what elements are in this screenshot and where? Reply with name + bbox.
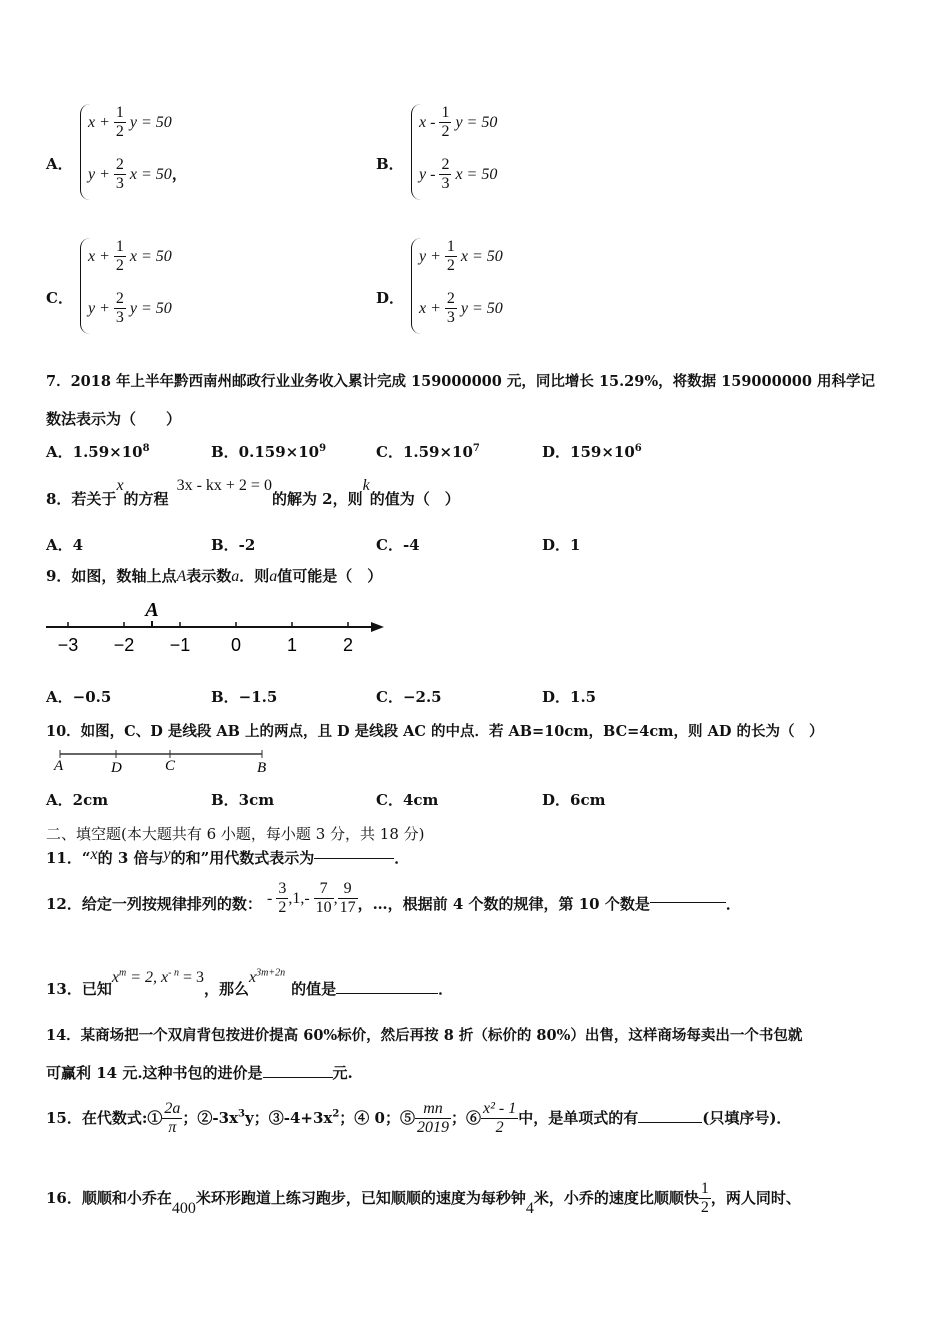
q8-option-d: D．1 [542, 536, 581, 554]
q10-option-d: D．6cm [542, 791, 606, 809]
q8-option-c: C．-4 [376, 536, 420, 554]
tick-label: 2 [342, 635, 354, 655]
q9-option-d: D．1.5 [542, 688, 597, 706]
q14-stem-line2: 可赢利 14 元.这种书包的进价是 元. [46, 1064, 353, 1082]
tick-label: −3 [57, 635, 79, 655]
q11-stem: 11．“x的 3 倍与y的和”用代数式表示为 ． [46, 846, 410, 867]
label-c: C [165, 758, 176, 774]
q7-stem-line2: 数法表示为（ ） [46, 410, 182, 428]
answer-blank [650, 902, 726, 903]
q10-option-c: C．4cm [376, 791, 439, 809]
answer-blank [263, 1077, 333, 1078]
tick-label: 1 [286, 635, 298, 655]
q15-stem: 15．在代数式:① $\frac{2a}{\pi}$ ；$②-3x^3y$；$③-4+3x^2$；④ 0；⑤ $\frac{mn}{2019}$ ；⑥ $\frac{\text{x² - 1}}{2}$ 中，是单项式的有 (只填序号)． [46, 1100, 792, 1136]
equation-line: y + $\frac{2}{3}$ y = 50 [88, 290, 172, 326]
segment-figure [44, 748, 274, 776]
equation-line: y + $\frac{2}{3}$ x = 50， [88, 156, 187, 192]
option-label: B． [376, 155, 404, 173]
equation-line: x + $\frac{2}{3}$ y = 50 [419, 290, 503, 326]
q7-option-c: C．$1.59\times 10^7$ [376, 443, 480, 461]
q9-option-a: A．−0.5 [46, 688, 112, 706]
q9-option-b: B．−1.5 [211, 688, 278, 706]
label-a: A [54, 758, 64, 774]
label-b: B [257, 760, 267, 776]
equation-line: x - $\frac{1}{2}$ y = 50 [419, 104, 498, 140]
equation-line: y - $\frac{2}{3}$ x = 50 [419, 156, 498, 192]
q9-option-c: C．−2.5 [376, 688, 442, 706]
number-line-figure [40, 596, 390, 660]
option-label: C． [46, 289, 73, 307]
option-label: A． [46, 155, 73, 173]
section-heading: 二、填空题(本大题共有 6 小题，每小题 3 分，共 18 分) [46, 825, 425, 843]
tick-label: −2 [113, 635, 135, 655]
point-a-label: A [145, 599, 159, 621]
equation-line: x + $\frac{1}{2}$ x = 50 [88, 238, 172, 274]
axis-arrow-icon [371, 622, 384, 632]
q8-stem: 8．若关于x的方程3x - kx + 2 = 0的解为 2，则k的值为（ ） [46, 477, 460, 508]
answer-blank [638, 1122, 702, 1123]
q10-option-b: B．3cm [211, 791, 275, 809]
q9-stem: 9．如图，数轴上点A表示数a．则a值可能是（ ） [46, 567, 383, 585]
tick-label: 0 [230, 635, 242, 655]
answer-blank [336, 993, 438, 994]
q7-stem-line1: 7．2018 年上半年黔西南州邮政行业业务收入累计完成 159000000 元，同比增长 15.29%，将数据 159000000 用科学记 [46, 373, 876, 390]
label-d: D [111, 760, 122, 776]
q7-option-a: A．$1.59\times 10^8$ [46, 443, 150, 461]
tick-label: −1 [169, 635, 191, 655]
equation-line: y + $\frac{1}{2}$ x = 50 [419, 238, 503, 274]
q8-option-b: B．-2 [211, 536, 256, 554]
q10-option-a: A．2cm [46, 791, 109, 809]
q8-option-a: A．4 [46, 536, 84, 554]
q14-stem-line1: 14．某商场把一个双肩背包按进价提高 60%标价，然后再按 8 折（标价的 80%）出售，这样商场每卖出一个书包就 [46, 1027, 803, 1044]
q13-stem: 13．已知$x^m = 2$, $x^{- n} = 3$，那么$x^{3m+2n}$的值是 ． [46, 967, 454, 998]
answer-blank [314, 858, 394, 859]
q16-stem: 16．顺顺和小乔在400米环形跑道上练习跑步，已知顺顺的速度为每秒钟4米，小乔的速度比顺顺快 $\frac{1}{2}$ ，两人同时、 [46, 1180, 801, 1217]
q12-stem: 12．给定一列按规律排列的数： - $\frac{3}{2}$ ,1,- $\frac{7}{10}$ , $\frac{9}{17}$ ，…，根据前 4 个数的规律，第 10 个数是 ． [46, 880, 741, 916]
option-label: D． [376, 289, 405, 307]
q7-option-d: D．$159\times 10^6$ [542, 443, 642, 461]
equation-line: x + $\frac{1}{2}$ y = 50 [88, 104, 172, 140]
q7-option-b: B．$0.159\times 10^9$ [211, 443, 327, 461]
q10-stem: 10．如图，C、D 是线段 AB 上的两点，且 D 是线段 AC 的中点．若 AB=10cm，BC=4cm，则 AD 的长为（ ） [46, 723, 824, 740]
